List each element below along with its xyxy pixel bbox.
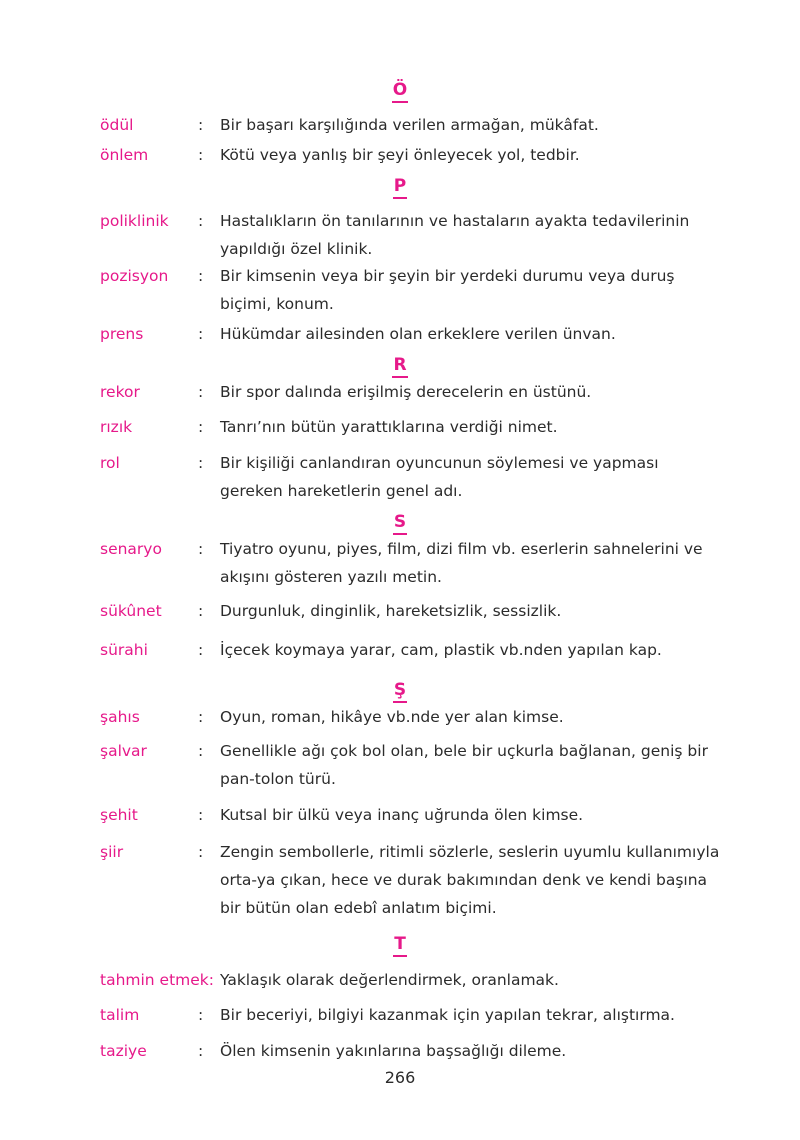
entry-colon: : <box>198 116 204 134</box>
entry-colon: : <box>198 843 204 861</box>
entry-definition: Bir kişiliği canlandıran oyuncunun söylemesi ve yapması gereken hareketlerin genel adı. <box>220 454 659 500</box>
entry-term: senaryo <box>100 540 162 558</box>
entry-definition: Hükümdar ailesinden olan erkeklere verilen ünvan. <box>220 325 616 343</box>
entry-colon: : <box>198 418 204 436</box>
entry-term: sürahi <box>100 641 148 659</box>
entry-definition: Bir spor dalında erişilmiş derecelerin en üstünü. <box>220 383 592 401</box>
section-heading-o-umlaut: Ö <box>0 80 800 103</box>
entry-colon: : <box>198 708 204 726</box>
entry-term: şalvar <box>100 742 147 760</box>
entry-colon: : <box>198 267 204 285</box>
entry-colon: : <box>198 602 204 620</box>
entry-term: ödül <box>100 116 134 134</box>
section-heading-t: T <box>0 934 800 957</box>
entry-definition: Oyun, roman, hikâye vb.nde yer alan kimse. <box>220 708 564 726</box>
page-number: 266 <box>384 1068 416 1087</box>
section-heading-s-cedilla: Ş <box>0 680 800 703</box>
entry-term: tahmin etmek: <box>100 971 215 989</box>
entry-colon: : <box>198 1006 204 1024</box>
entry-colon: : <box>198 806 204 824</box>
entry-definition: Genellikle ağı çok bol olan, bele bir uçkurla bağlanan, geniş bir pan-tolon türü. <box>220 742 708 788</box>
entry-definition: Durgunluk, dinginlik, hareketsizlik, sessizlik. <box>220 602 562 620</box>
entry-definition: Bir kimsenin veya bir şeyin bir yerdeki durumu veya duruş biçimi, konum. <box>220 267 675 313</box>
entry-term: rekor <box>100 383 140 401</box>
entry-term: önlem <box>100 146 149 164</box>
entry-term: taziye <box>100 1042 147 1060</box>
entry-term: şahıs <box>100 708 140 726</box>
entry-colon: : <box>198 325 204 343</box>
entry-term: talim <box>100 1006 140 1024</box>
entry-term: rol <box>100 454 120 472</box>
entry-definition: Tanrı’nın bütün yarattıklarına verdiği nimet. <box>220 418 558 436</box>
entry-definition: Tiyatro oyunu, piyes, film, dizi film vb. eserlerin sahnelerini ve akışını gösteren yazılı metin. <box>220 540 703 586</box>
entry-definition: Bir beceriyi, bilgiyi kazanmak için yapılan tekrar, alıştırma. <box>220 1006 675 1024</box>
entry-definition: Zengin sembollerle, ritimli sözlerle, seslerin uyumlu kullanımıyla orta-ya çıkan, hece ve durak bakımından denk ve kendi başına bir bütün olan edebî anlatım biçimi. <box>220 843 720 917</box>
entry-colon: : <box>198 383 204 401</box>
entry-term: şehit <box>100 806 138 824</box>
entry-term: şiir <box>100 843 124 861</box>
entry-colon: : <box>198 1042 204 1060</box>
entry-term: pozisyon <box>100 267 169 285</box>
entry-colon: : <box>198 212 204 230</box>
section-heading-s: S <box>0 512 800 535</box>
entry-definition: İçecek koymaya yarar, cam, plastik vb.nden yapılan kap. <box>220 641 662 659</box>
entry-definition: Ölen kimsenin yakınlarına başsağlığı dileme. <box>220 1042 567 1060</box>
entry-definition: Yaklaşık olarak değerlendirmek, oranlamak. <box>220 971 559 989</box>
entry-term: rızık <box>100 418 133 436</box>
entry-term: poliklinik <box>100 212 169 230</box>
entry-colon: : <box>198 742 204 760</box>
entry-definition: Bir başarı karşılığında verilen armağan, mükâfat. <box>220 116 599 134</box>
entry-colon: : <box>198 540 204 558</box>
section-heading-p: P <box>0 176 800 199</box>
section-heading-r: R <box>0 355 800 378</box>
entry-definition: Kutsal bir ülkü veya inanç uğrunda ölen kimse. <box>220 806 584 824</box>
entry-term: sükûnet <box>100 602 162 620</box>
entry-colon: : <box>198 454 204 472</box>
entry-definition: Hastalıkların ön tanılarının ve hastaların ayakta tedavilerinin yapıldığı özel klinik. <box>220 212 690 258</box>
entry-colon: : <box>198 641 204 659</box>
entry-term: prens <box>100 325 144 343</box>
entry-colon: : <box>198 146 204 164</box>
entry-definition: Kötü veya yanlış bir şeyi önleyecek yol, tedbir. <box>220 146 580 164</box>
